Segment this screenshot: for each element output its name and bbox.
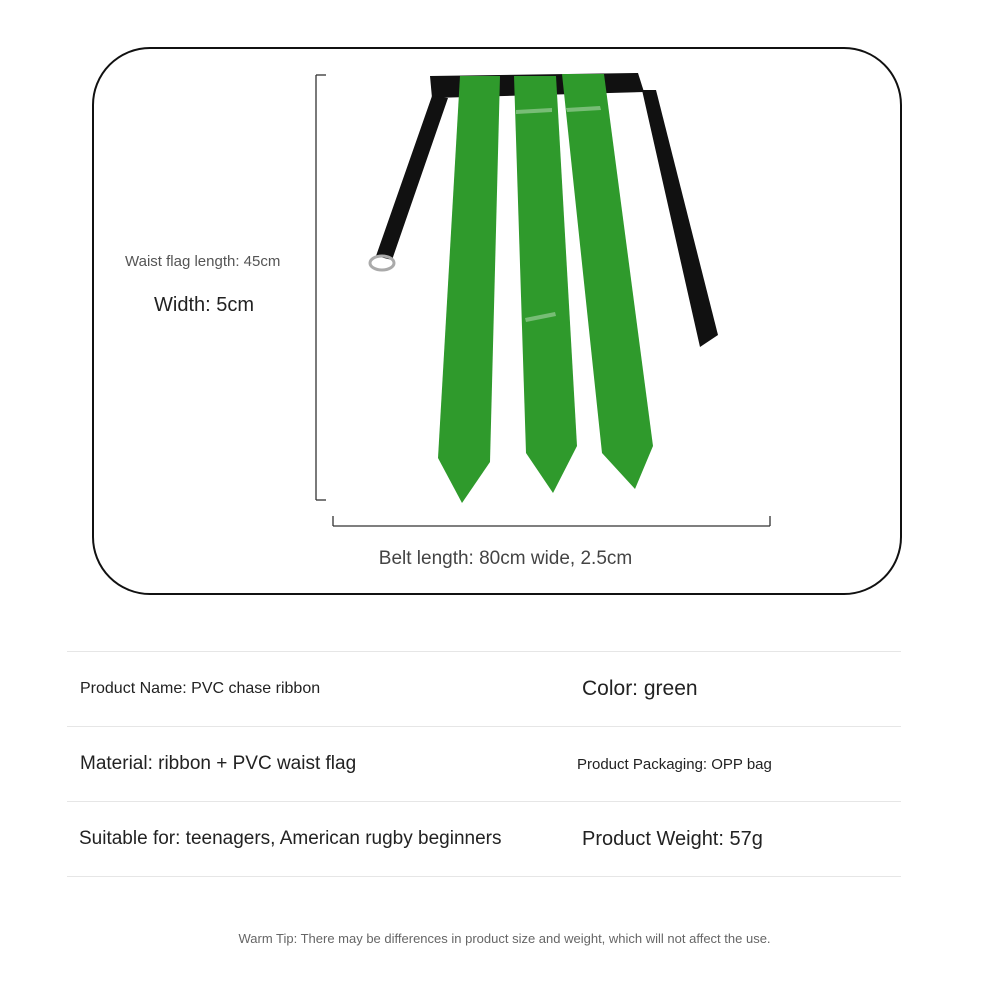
product-color: Color: green — [582, 677, 698, 700]
spec-row — [67, 801, 901, 877]
width-label: Width: 5cm — [154, 294, 255, 316]
belt-dimension-line — [333, 516, 770, 526]
green-flags — [438, 74, 653, 503]
product-packaging: Product Packaging: OPP bag — [577, 755, 772, 773]
belt-length-label: Belt length: 80cm wide, 2.5cm — [378, 548, 633, 569]
spec-row — [67, 651, 901, 726]
product-weight: Product Weight: 57g — [582, 827, 763, 850]
warm-tip: Warm Tip: There may be differences in product size and weight, which will not affect the use. — [238, 931, 771, 946]
product-suitable-for: Suitable for: teenagers, American rugby beginners — [79, 828, 502, 849]
product-name: Product Name: PVC chase ribbon — [80, 680, 321, 697]
flag-middle — [514, 76, 577, 493]
belt-ring — [370, 256, 394, 270]
product-material: Material: ribbon + PVC waist flag — [80, 753, 357, 774]
spec-table — [67, 651, 901, 877]
flag-left — [438, 76, 500, 503]
flag-length-label: Waist flag length: 45cm — [125, 253, 281, 270]
height-dimension-line — [316, 75, 326, 500]
spec-row — [67, 726, 901, 801]
